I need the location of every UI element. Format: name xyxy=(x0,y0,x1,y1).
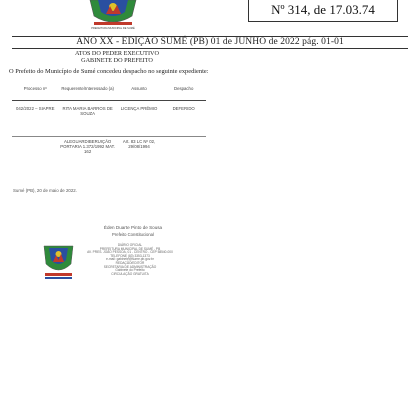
contact-line: e-mail: gabinete@sume.pb.gov.br xyxy=(106,257,154,262)
column-header: Assunto xyxy=(117,84,162,101)
column-header: Processo nº xyxy=(12,84,59,101)
header-rule-bottom xyxy=(12,48,408,49)
contact-line: PREFEITURA MUNICIPAL DE SUMÉ - PB xyxy=(99,246,161,251)
section-title: ATOS DO PEDER EXECUTIVO xyxy=(75,50,159,57)
table-cell: DEFERIDO xyxy=(172,106,195,111)
table-cell: Art. 83 LC Nº 02, 29/08/1994 xyxy=(117,137,162,166)
law-number: Nº 314, de 17.03.74 xyxy=(271,2,375,17)
signer-name: Éden Duarte Pinto de Sousa xyxy=(103,225,163,230)
table-row xyxy=(12,101,206,137)
law-box xyxy=(248,0,398,22)
signer-role: Prefeito Constitucional xyxy=(112,232,154,237)
despacho-table xyxy=(12,84,206,165)
contact-line: AV. PRES. JOÃO PESSOA, 01 - CENTRO - CEP 58540-000 xyxy=(87,250,173,255)
crest-label: PREFEITURA MUNICIPAL DE SUMÉ xyxy=(91,27,135,30)
table-cell: 042/2022 – SIAPRE xyxy=(16,106,55,111)
place-date: Sumé (PB), 20 de maio de 2022. xyxy=(13,188,77,193)
contact-block xyxy=(80,244,180,276)
section-subtitle: GABINETE DO PREFEITO xyxy=(81,56,153,64)
contact-line: CIRCULAÇÃO GRATUITA xyxy=(111,271,149,276)
contact-line: TELEFONE (83) 3353-1373 xyxy=(110,253,150,258)
contact-line: REDAÇÃO/EDITOR xyxy=(115,260,145,265)
contact-line: DIÁRIO OFICIAL xyxy=(117,243,143,247)
section-heading xyxy=(0,51,234,64)
table-cell: RITA MARIA BARROS DE SOUZA xyxy=(62,106,113,116)
footer-crest-icon xyxy=(39,244,78,282)
contact-line: Gabinete do Prefeito xyxy=(115,268,145,273)
column-header: Requerente/Interessado (a) xyxy=(59,84,117,101)
table-row xyxy=(12,137,206,166)
intro-text: O Prefeito do Município de Sumé concedeu despacho no seguinte expediente: xyxy=(9,68,209,75)
contact-line: SECRETARIA DE ADMINISTRAÇÃO xyxy=(103,264,157,269)
edition-line: ANO XX - EDIÇÃO SUMÉ (PB) 01 de JUNHO de 2022 pág. 01-01 xyxy=(76,37,344,47)
column-header: Despacho xyxy=(161,84,206,101)
municipal-crest-icon xyxy=(84,0,142,30)
table-cell: ALEGUARDIBERUIÇÃO PORTARIA 1.372/1992 MAT. 162 xyxy=(59,137,117,166)
table-header-row xyxy=(12,84,206,101)
table-cell: LICENÇA PRÊMIO xyxy=(120,106,158,111)
